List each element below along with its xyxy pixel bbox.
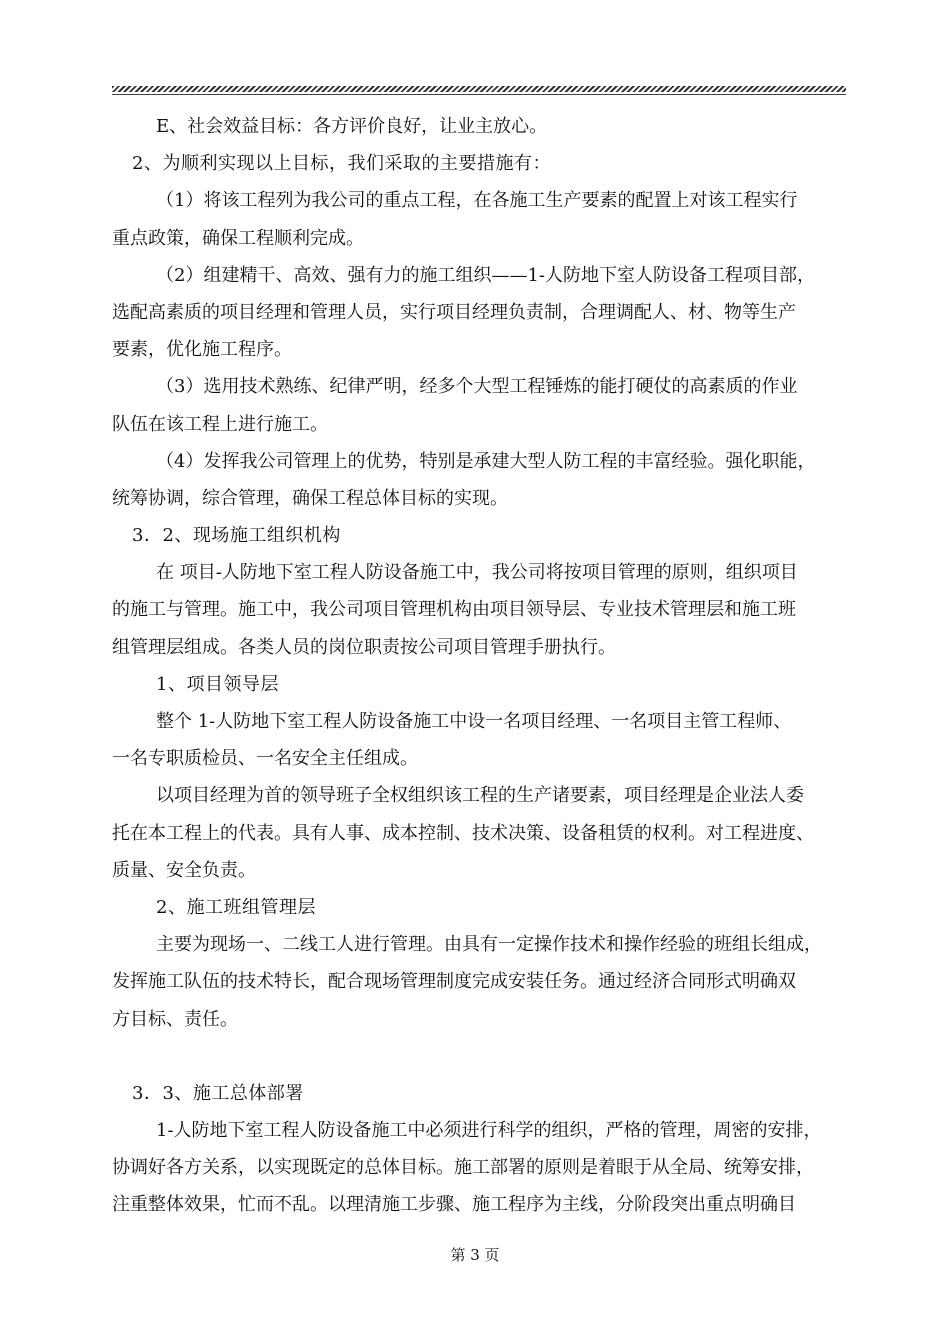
text-line: 3．3、施工总体部署 [132,1082,304,1104]
text-line: 一名专职质检员、一名安全主任组成。 [112,748,418,770]
text-line: 主要为现场一、二线工人进行管理。由具有一定操作技术和操作经验的班组长组成， [156,934,822,956]
document-body [112,108,838,1224]
text-line: 2、施工班组管理层 [156,896,316,918]
text-line: 注重整体效果，忙而不乱。以理清施工步骤、施工程序为主线，分阶段突出重点明确目 [112,1194,796,1216]
text-line: 的施工与管理。施工中，我公司项目管理机构由项目领导层、专业技术管理层和施工班 [112,599,796,621]
text-line: 以项目经理为首的领导班子全权组织该工程的生产诸要素，项目经理是企业法人委 [156,785,804,807]
text-line: 组管理层组成。各类人员的岗位职责按公司项目管理手册执行。 [112,636,616,658]
text-line: （1）将该工程列为我公司的重点工程，在各施工生产要素的配置上对该工程实行 [156,190,798,212]
text-line: 3．2、现场施工组织机构 [132,525,341,547]
text-line: 重点政策，确保工程顺利完成。 [112,227,364,249]
text-line: 方目标、责任。 [112,1008,238,1030]
text-line: 在 项目-人防地下室工程人防设备施工中，我公司将按项目管理的原则，组织项目 [156,562,798,584]
blank-line [112,1038,838,1075]
text-line: 托在本工程上的代表。具有人事、成本控制、技术决策、设备租赁的权利。对工程进度、 [112,822,814,844]
text-line: 选配高素质的项目经理和管理人员，实行项目经理负责制，合理调配人、材、物等生产 [112,301,796,323]
text-line: 1、项目领导层 [156,673,279,695]
text-line: 队伍在该工程上进行施工。 [112,413,328,435]
header-rule [112,86,846,92]
text-line: 协调好各方关系，以实现既定的总体目标。施工部署的原则是着眼于从全局、统筹安排， [112,1157,814,1179]
text-line: 质量、安全负责。 [112,859,256,881]
text-line: （2）组建精干、高效、强有力的施工组织——1-人防地下室人防设备工程项目部， [156,264,815,286]
page-number: 第 3 页 [450,1246,500,1264]
text-line: 整个 1-人防地下室工程人防设备施工中设一名项目经理、一名项目主管工程师、 [156,711,792,732]
text-line: （3）选用技术熟练、纪律严明，经多个大型工程锤炼的能打硬仗的高素质的作业 [156,376,798,398]
text-line: 统筹协调，综合管理，确保工程总体目标的实现。 [112,487,508,509]
text-line: 发挥施工队伍的技术特长，配合现场管理制度完成安装任务。通过经济合同形式明确双 [112,971,796,993]
text-line: 要素，优化施工程序。 [112,339,292,361]
text-line: 2、为顺利实现以上目标，我们采取的主要措施有： [132,153,551,175]
text-line: （4）发挥我公司管理上的优势，特别是承建大型人防工程的丰富经验。强化职能， [156,450,816,472]
text-line: E、社会效益目标：各方评价良好，让业主放心。 [156,116,548,137]
text-line: 1-人防地下室工程人防设备施工中必须进行科学的组织，严格的管理，周密的安排， [156,1120,822,1142]
